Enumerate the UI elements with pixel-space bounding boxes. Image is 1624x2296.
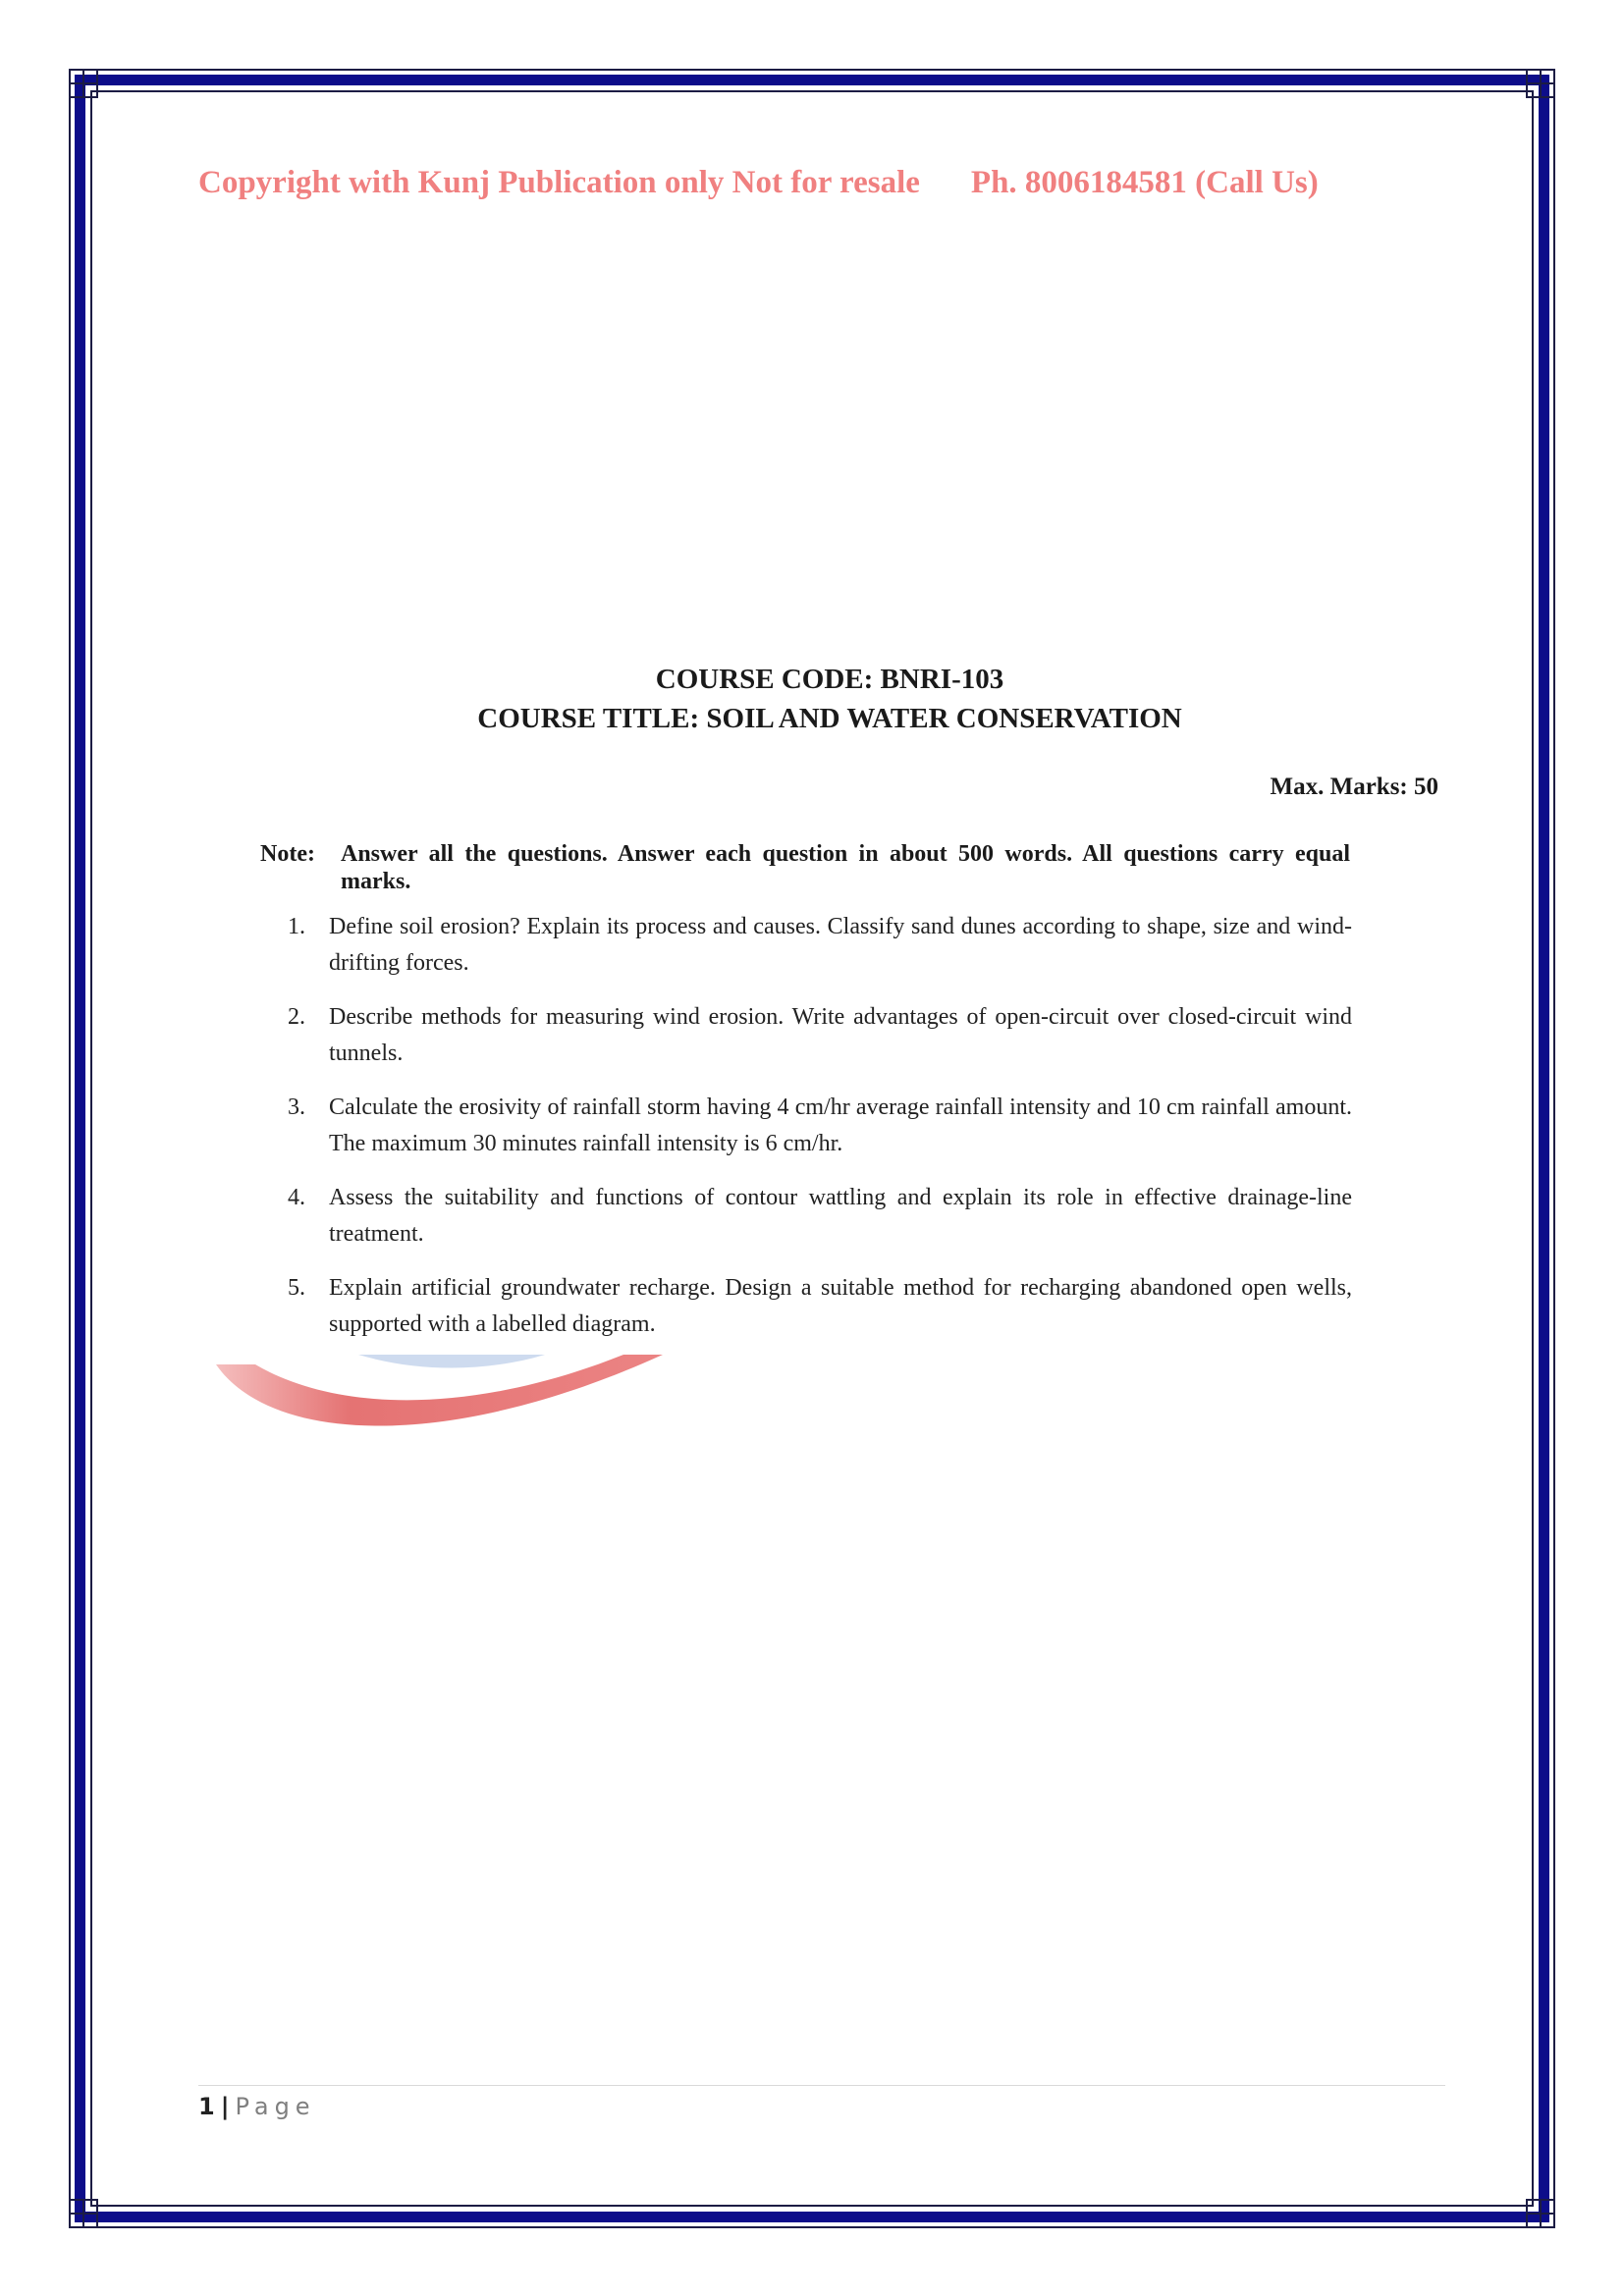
question-list (288, 909, 1352, 1361)
page-footer (198, 2093, 316, 2120)
question-text: Assess the suitability and functions of contour wattling and explain its role in effective drainage-line treatment. (329, 1185, 1352, 1247)
question-item (288, 1090, 1352, 1162)
note-text: Answer all the questions. Answer each question in about 500 words. All questions carry equal marks. (341, 841, 1350, 894)
question-number: 5. (288, 1275, 305, 1301)
phone-number: Ph. 8006184581 (Call Us) (970, 165, 1319, 200)
footer-separator: | (220, 2093, 230, 2120)
instructions-note (260, 840, 1350, 895)
watermark-swoosh (191, 1355, 741, 1463)
question-paper (191, 658, 1438, 1364)
question-item (288, 1270, 1352, 1343)
question-item (288, 999, 1352, 1072)
question-text: Describe methods for measuring wind erosion. Write advantages of open-circuit over closed-circuit wind tunnels. (329, 1004, 1352, 1066)
note-label: Note: (260, 841, 315, 867)
corner-ornament (69, 69, 98, 98)
question-item (288, 1180, 1352, 1253)
corner-ornament (1526, 69, 1555, 98)
course-title: COURSE TITLE: SOIL AND WATER CONSERVATION (477, 703, 1182, 734)
question-number: 3. (288, 1095, 305, 1120)
course-code: COURSE CODE: BNRI-103 (655, 664, 1004, 695)
copyright-text: Copyright with Kunj Publication only Not for resale (198, 165, 920, 200)
page-number: 1 (198, 2093, 215, 2120)
question-number: 1. (288, 914, 305, 939)
max-marks: Max. Marks: 50 (1270, 774, 1438, 800)
copyright-header (198, 165, 1435, 201)
corner-ornament (1526, 2199, 1555, 2228)
footer-divider (198, 2085, 1445, 2086)
question-item (288, 909, 1352, 982)
question-text: Calculate the erosivity of rainfall storm having 4 cm/hr average rainfall intensity and 10 cm rainfall amount. The maximum 30 minutes rainfall intensity is 6 cm/hr. (329, 1095, 1352, 1156)
question-text: Define soil erosion? Explain its process and causes. Classify sand dunes according to shape, size and wind-drifting forces. (329, 914, 1352, 976)
question-text: Explain artificial groundwater recharge. Design a suitable method for recharging abandoned open wells, supported with a labelled diagram. (329, 1275, 1352, 1337)
question-number: 4. (288, 1185, 305, 1210)
corner-ornament (69, 2199, 98, 2228)
question-number: 2. (288, 1004, 305, 1030)
page-label: Page (235, 2093, 316, 2120)
